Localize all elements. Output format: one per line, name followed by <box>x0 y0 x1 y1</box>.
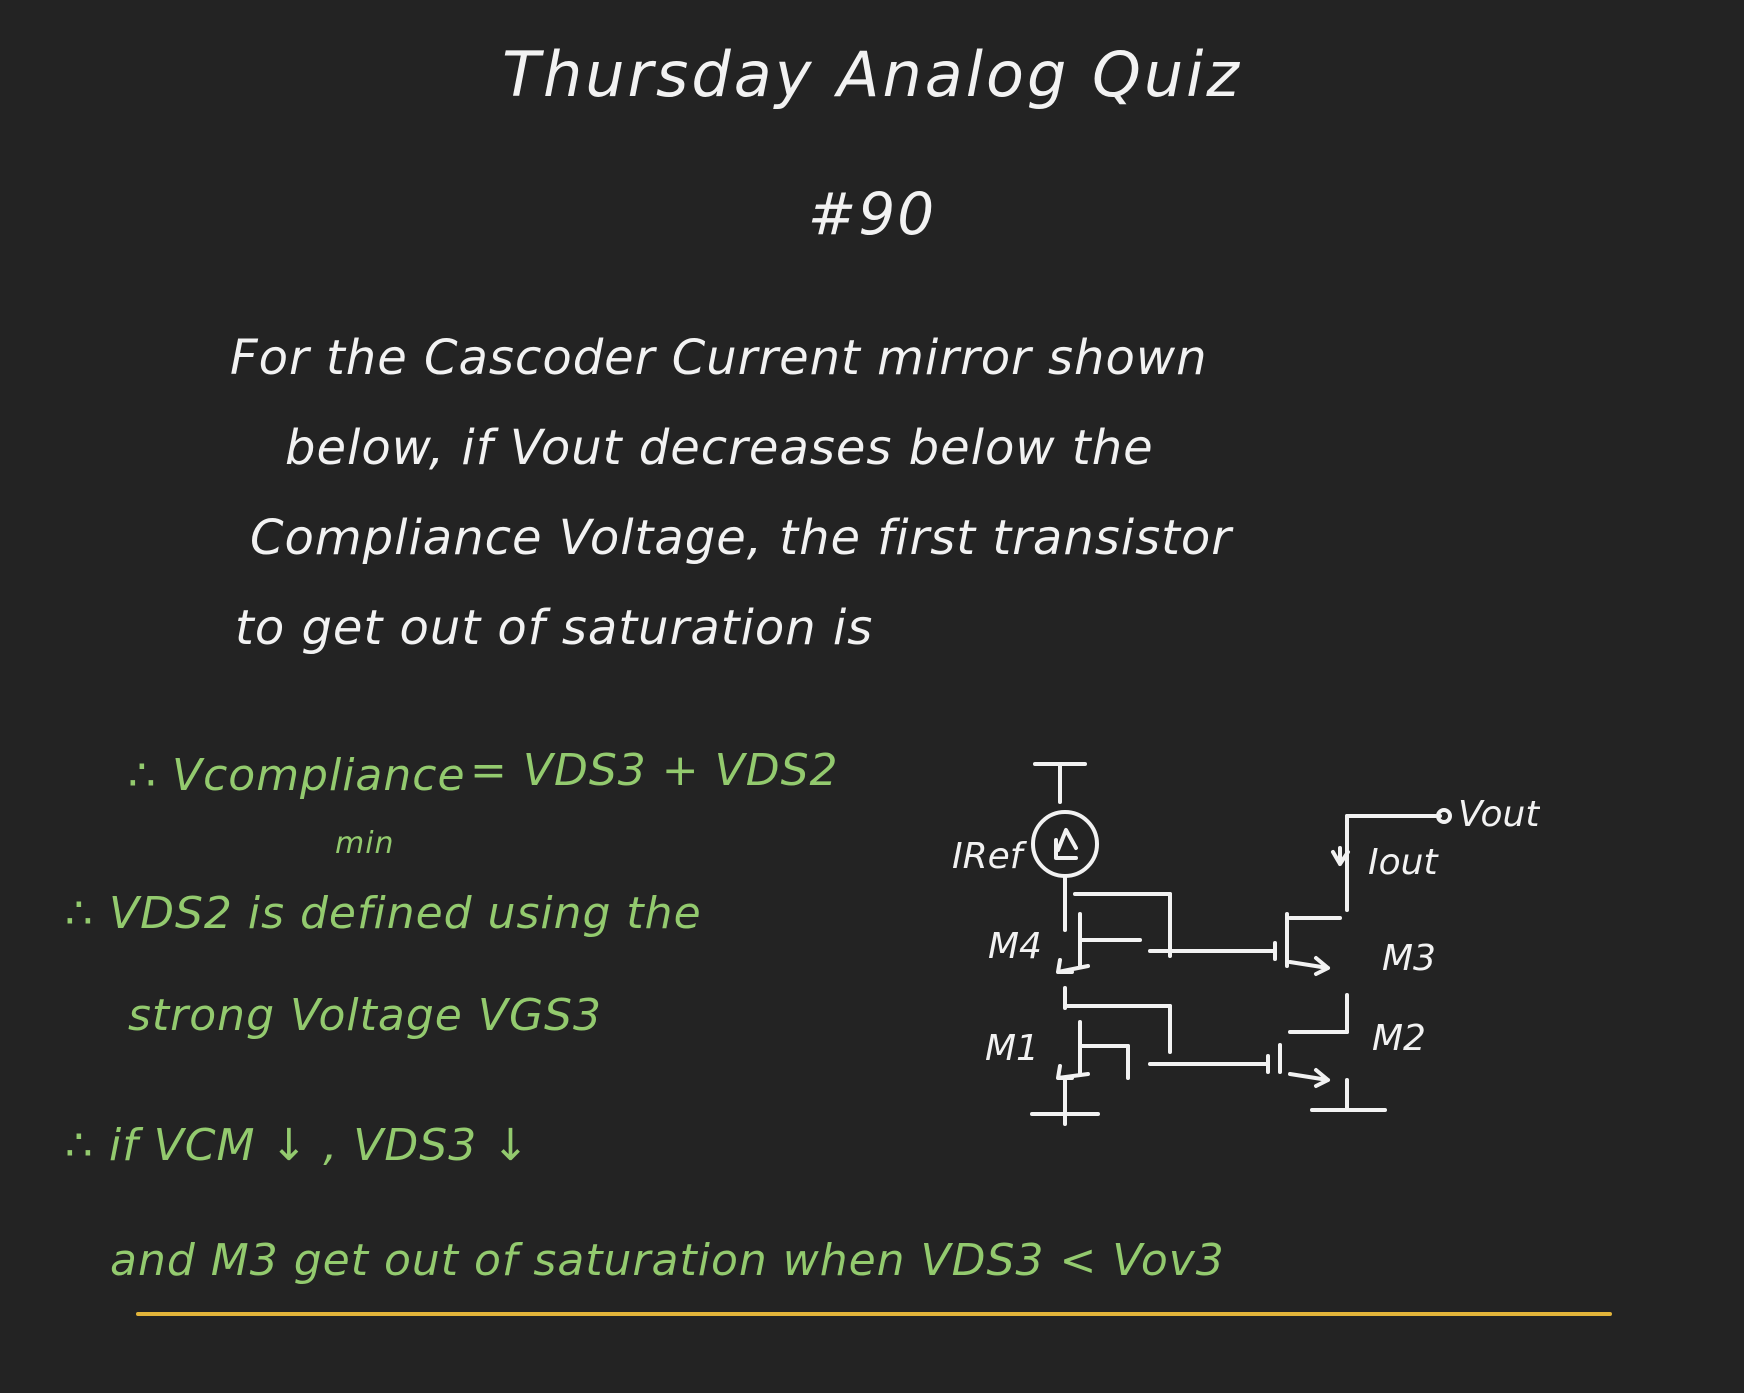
m2-source-arrow-icon <box>1290 1070 1328 1086</box>
answer-compliance-subscript: min <box>335 826 395 861</box>
m3-source-arrow-icon <box>1290 958 1328 974</box>
vout-label: Vout <box>1458 794 1540 835</box>
question-line-3: Compliance Voltage, the first transistor <box>250 510 1233 566</box>
cascode-current-mirror-diagram <box>930 760 1540 1140</box>
current-source-arrow-icon <box>1056 830 1076 858</box>
answer-line-2: ∴ VDS2 is defined using the <box>65 888 702 939</box>
output-terminal-icon <box>1438 810 1450 822</box>
quiz-title: Thursday Analog Quiz <box>502 38 1242 111</box>
question-line-1: For the Cascoder Current mirror shown <box>230 330 1208 386</box>
iout-label: Iout <box>1368 842 1438 883</box>
answer-line-3: strong Voltage VGS3 <box>128 990 602 1041</box>
m4-label: M4 <box>988 926 1042 967</box>
m1-label: M1 <box>985 1028 1039 1069</box>
iref-label: IRef <box>952 836 1023 877</box>
answer-compliance-label: ∴ Vcompliance <box>128 750 466 801</box>
answer-compliance-equation: = VDS3 + VDS2 <box>470 745 839 796</box>
question-line-2: below, if Vout decreases below the <box>285 420 1154 476</box>
quiz-number: #90 <box>807 180 937 248</box>
answer-line-4: ∴ if VCM ↓ , VDS3 ↓ <box>65 1120 531 1171</box>
m4-source-arrow-icon <box>1058 960 1088 972</box>
current-source-icon <box>1033 812 1097 876</box>
m3-label: M3 <box>1382 938 1436 979</box>
m1-source-arrow-icon <box>1058 1066 1088 1078</box>
question-line-4: to get out of saturation is <box>235 600 874 656</box>
answer-line-5: and M3 get out of saturation when VDS3 < Vov3 <box>110 1235 1225 1286</box>
highlight-underline <box>136 1312 1612 1316</box>
m2-label: M2 <box>1372 1018 1426 1059</box>
